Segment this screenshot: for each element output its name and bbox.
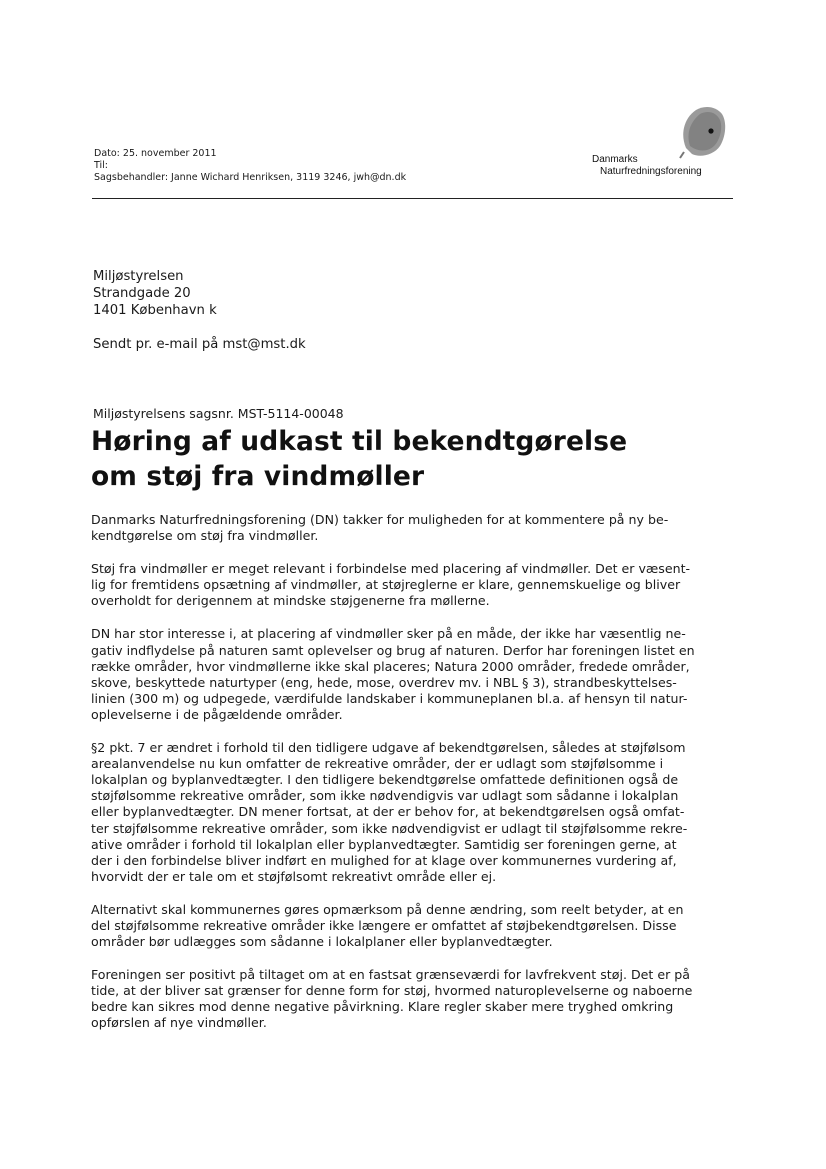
body-paragraph [91, 967, 731, 1031]
paragraph-line: række områder, hvor vindmøllerne ikke skal placeres; Natura 2000 områder, fredede områder, [91, 658, 690, 674]
paragraph-line: ter støjfølsomme rekreative områder, som ikke nødvendigvist er udlagt til støjfølsomme rekre- [91, 820, 688, 836]
paragraph-line: oplevelserne i de pågældende områder. [91, 706, 343, 722]
paragraph-line: Alternativt skal kommunernes gøres opmærksom på denne ændring, som reelt betyder, at en [91, 901, 684, 917]
recipient-address [93, 268, 217, 319]
paragraph-line: ative områder i forhold til lokalplan eller byplanvedtægter. Samtidig ser foreningen gerne, at [91, 836, 677, 852]
paragraph-line: linien (300 m) og udpegede, værdifulde landskaber i kommuneplanen bl.a. af hensyn til natur- [91, 690, 688, 706]
paragraph-line: hvorvidt der er tale om et støjfølsomt rekreativt område eller ej. [91, 868, 497, 884]
paragraph-line: tide, at der bliver sat grænser for denne form for støj, hvormed naturoplevelserne og naboerne [91, 983, 693, 999]
paragraph-line: Danmarks Naturfredningsforening (DN) takker for muligheden for at kommentere på ny be- [91, 512, 669, 527]
paragraph-line: der i den forbindelse bliver indført en mulighed for at klage over kommunernes vurdering af, [91, 852, 677, 868]
paragraph-line: eller byplanvedtægter. DN mener fortsat, at der er behov for, at bekendtgørelsen også omfat- [91, 804, 685, 820]
letter-header [94, 148, 406, 184]
paragraph-line: Støj fra vindmøller er meget relevant i forbindelse med placering af vindmøller. Det er væsent- [91, 561, 691, 577]
paragraph-line: §2 pkt. 7 er ændret i forhold til den tidligere udgave af bekendtgørelsen, således at støjfølsom [91, 740, 686, 756]
header-divider [92, 198, 733, 199]
title-line-1: Høring af udkast til bekendtgørelse [91, 426, 628, 457]
dn-leaf-logo-icon [678, 104, 728, 160]
paragraph-line: skove, beskyttede naturtyper (eng, hede, mose, overdrev mv. i NBL § 3), strandbeskyttelses- [91, 674, 677, 690]
paragraph-line: støjfølsomme rekreative områder, som ikke nødvendigvis var udlagt som sådanne i lokalplan [91, 788, 679, 804]
case-number: Miljøstyrelsens sagsnr. MST-5114-00048 [93, 406, 344, 421]
paragraph-line: overholdt for derigennem at mindske støjgenerne fra møllerne. [91, 593, 490, 609]
logo-text-line1: Danmarks [592, 154, 638, 165]
paragraph-line: lokalplan og byplanvedtægter. I den tidligere bekendtgørelse omfattede definitionen også de [91, 772, 679, 788]
logo-text-line2: Naturfredningsforening [600, 166, 702, 177]
date-line: Dato: 25. november 2011 [94, 148, 217, 159]
recipient-street: Strandgade 20 [93, 286, 191, 301]
dn-logo [592, 104, 742, 184]
body-paragraph [91, 561, 731, 609]
paragraph-line: DN har stor interesse i, at placering af vindmøller sker på en måde, der ikke har væsentlig ne- [91, 626, 686, 642]
paragraph-line: områder bør udlægges som sådanne i lokalplaner eller byplanvedtægter. [91, 934, 553, 950]
paragraph-line: Foreningen ser positivt på tiltaget om at en fastsat grænseværdi for lavfrekvent støj. Det er på [91, 967, 690, 983]
paragraph-line: opførslen af nye vindmøller. [91, 1015, 267, 1031]
letter-title [91, 424, 627, 494]
paragraph-line: del støjfølsomme rekreative områder ikke længere er omfattet af støjbekendtgørelsen. Disse [91, 917, 677, 933]
case-handler-line: Sagsbehandler: Janne Wichard Henriksen, 3119 3246, jwh@dn.dk [94, 172, 407, 183]
body-paragraph [91, 512, 731, 544]
paragraph-line: kendtgørelse om støj fra vindmøller. [91, 528, 319, 544]
body-paragraph [91, 626, 731, 723]
paragraph-line: bedre kan sikres mod denne negative påvirkning. Klare regler skaber mere tryghed omkring [91, 999, 674, 1015]
body-paragraph [91, 740, 731, 885]
paragraph-line: gativ indflydelse på naturen samt oplevelser og brug af naturen. Derfor har foreningen listet en [91, 642, 695, 658]
sent-by-email-line: Sendt pr. e-mail på mst@mst.dk [93, 337, 306, 352]
to-line: Til: [94, 160, 108, 171]
letter-body [91, 512, 731, 1049]
body-paragraph [91, 902, 731, 950]
recipient-city: 1401 København k [93, 303, 217, 318]
paragraph-line: arealanvendelse nu kun omfatter de rekreative områder, der er udlagt som støjfølsomme i [91, 756, 664, 772]
paragraph-line: lig for fremtidens opsætning af vindmøller, at støjreglerne er klare, gennemskuelige og bliver [91, 577, 681, 593]
title-line-2: om støj fra vindmøller [91, 461, 425, 492]
recipient-name: Miljøstyrelsen [93, 269, 184, 284]
